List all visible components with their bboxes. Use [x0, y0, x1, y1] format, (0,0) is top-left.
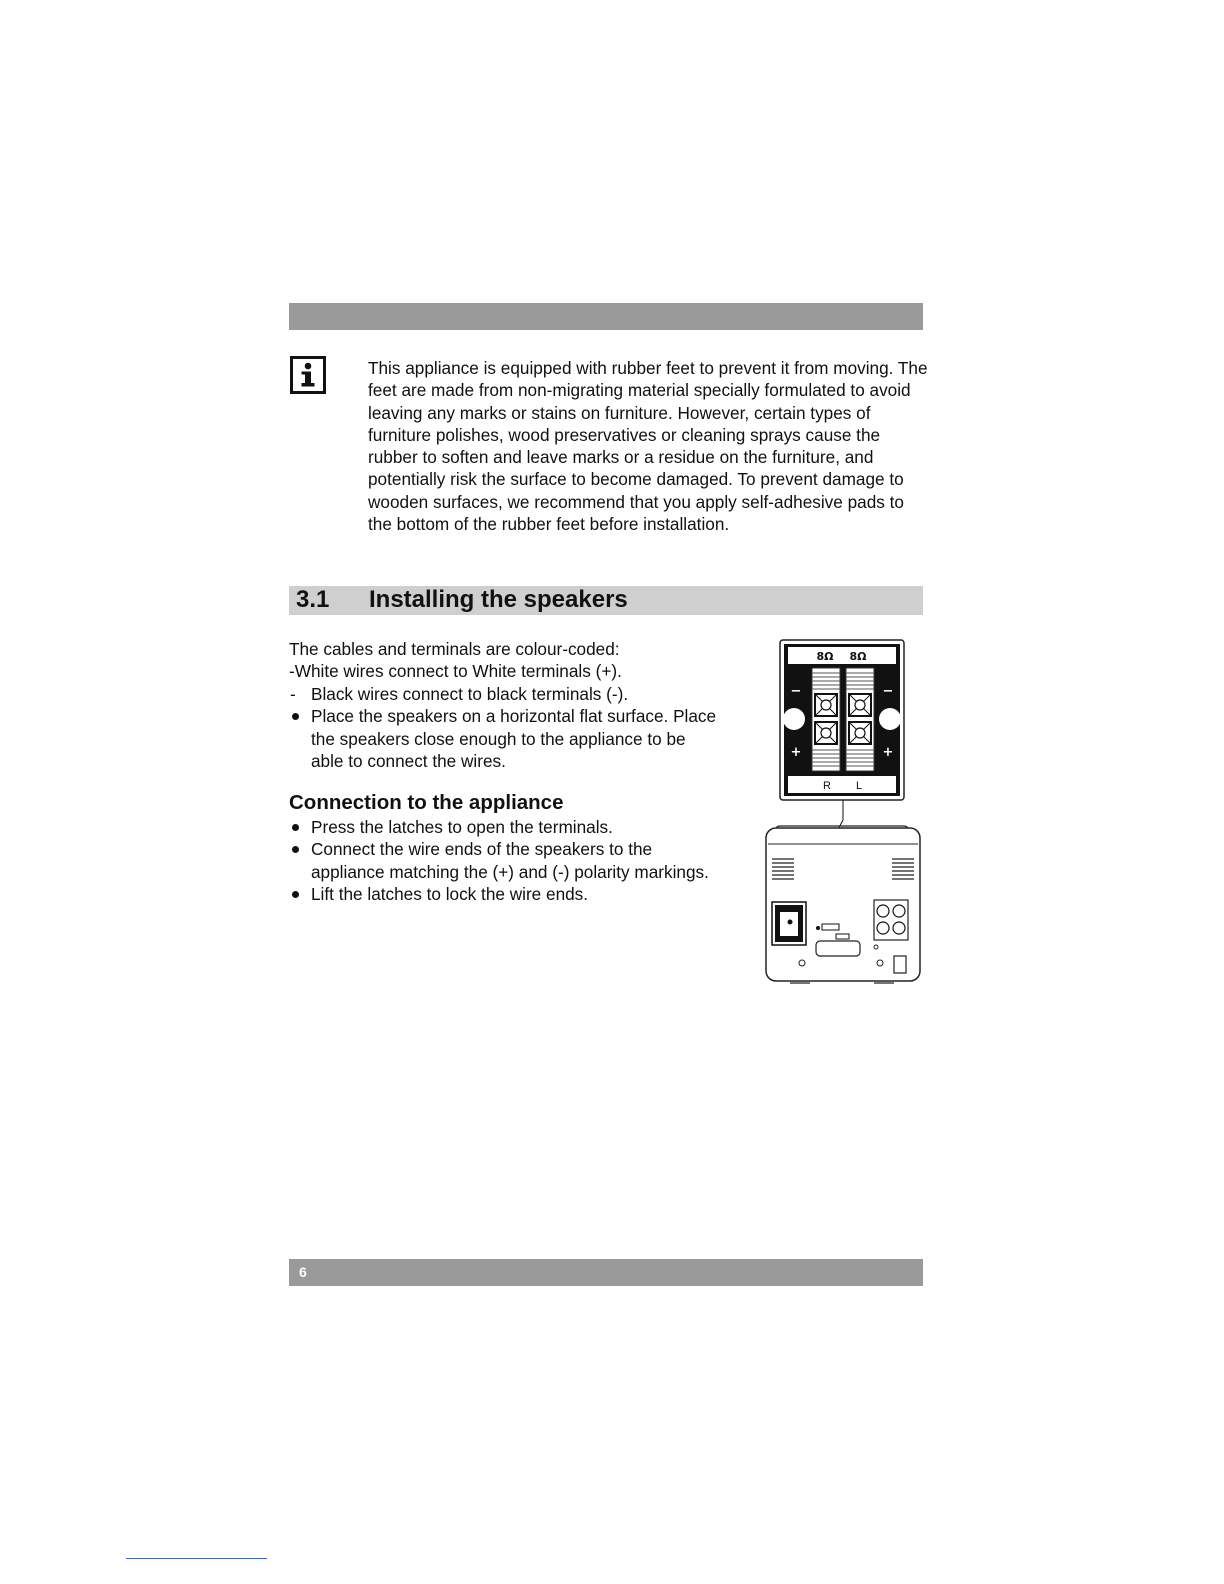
step-text: Lift the latches to lock the wire ends. — [311, 884, 589, 905]
footer-bar — [289, 1259, 923, 1286]
speaker-instructions — [289, 638, 719, 772]
black-wire-item — [289, 683, 719, 705]
header-bar — [289, 303, 923, 330]
impedance-right-label: 8Ω — [849, 650, 867, 663]
section-number: 3.1 — [296, 586, 330, 613]
connection-steps — [289, 816, 719, 906]
list-item — [289, 838, 719, 883]
bullet-icon — [292, 891, 299, 898]
bullet-icon — [292, 846, 299, 853]
placement-item — [289, 705, 719, 772]
impedance-left-label: 8Ω — [816, 650, 834, 663]
dash-marker: - — [290, 683, 296, 704]
list-item — [289, 816, 719, 838]
color-code-intro: The cables and terminals are colour-coded: — [289, 639, 620, 659]
plus-sign-left: + — [790, 745, 802, 760]
bullet-icon — [292, 824, 299, 831]
left-channel-label: L — [855, 780, 863, 792]
connection-heading: Connection to the appliance — [289, 791, 564, 814]
footnote-link-line — [126, 1558, 267, 1559]
step-text: Connect the wire ends of the speakers to the appliance matching the (+) and (-) polarity markings. — [311, 839, 709, 882]
step-text: Press the latches to open the terminals. — [311, 817, 613, 837]
speaker-connection-diagram — [762, 638, 926, 988]
list-item — [289, 883, 719, 905]
black-wire-line: Black wires connect to black terminals (-). — [311, 683, 629, 704]
bullet-icon — [292, 713, 299, 720]
page-number: 6 — [299, 1264, 307, 1280]
section-title: Installing the speakers — [369, 586, 628, 613]
white-wire-line: -White wires connect to White terminals (+). — [289, 661, 622, 682]
info-icon — [290, 356, 326, 394]
minus-sign-right: − — [882, 684, 894, 699]
right-channel-label: R — [823, 780, 831, 792]
placement-text: Place the speakers on a horizontal flat surface. Place the speakers close enough to the appliance to be able to connect the wires. — [311, 706, 717, 772]
minus-sign-left: − — [790, 684, 802, 699]
plus-sign-right: + — [882, 745, 894, 760]
installation-note: This appliance is equipped with rubber feet to prevent it from moving. The feet are made from non-migrating material specially formulated to avoid leaving any marks or stains on furniture. However, certain types of furniture polishes, wood preservatives or cleaning sprays cause the rubber to soften and leave marks or a residue on the furniture, and potentially risk the surface to become damaged. To prevent damage to wooden surfaces, we recommend that you apply self-adhesive pads to the bottom of the rubber feet before installation. — [368, 358, 928, 535]
